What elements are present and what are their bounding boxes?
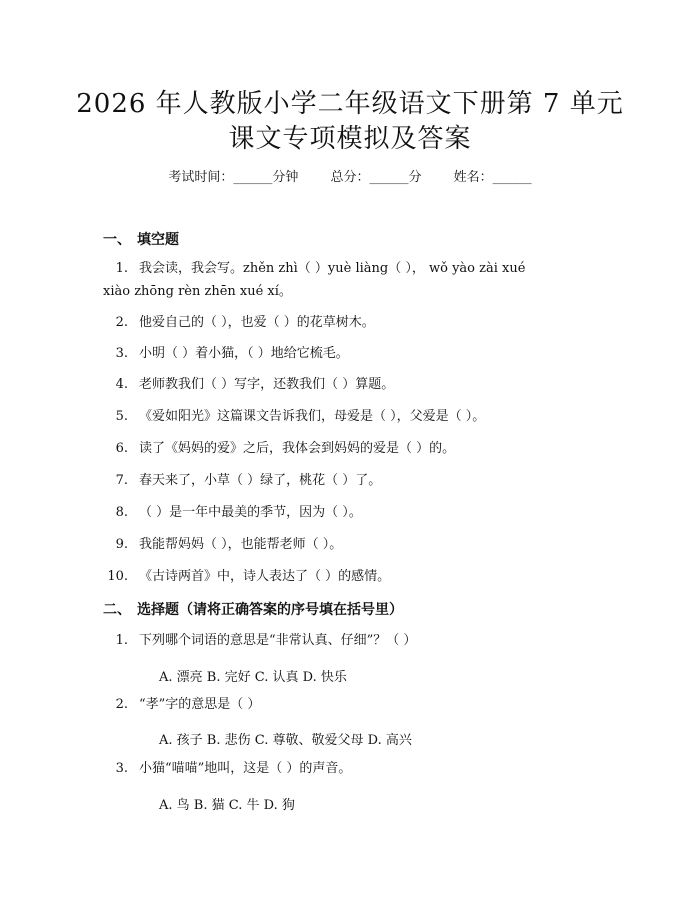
question-item xyxy=(103,372,593,398)
question-item xyxy=(103,564,593,590)
question-number: 10. xyxy=(107,569,128,584)
question-text: 我会读，我会写。zhěn zhì（ ）yuè liàng（ ）， wǒ yào zài xué xyxy=(139,261,526,276)
question-item xyxy=(103,468,593,494)
page-title-line2: 课文专项模拟及答案 xyxy=(228,124,472,154)
question-number: 8. xyxy=(115,505,128,520)
question-text: 《古诗两首》中，诗人表达了（ ）的感情。 xyxy=(139,569,391,584)
question-text: 小明（ ）着小猫，（ ）地给它梳毛。 xyxy=(139,346,349,361)
question-number: 4. xyxy=(115,377,128,392)
exam-time: 考试时间：______分钟 xyxy=(168,170,299,185)
question-number: 6. xyxy=(115,441,128,456)
question-options: A. 漂亮 B. 完好 C. 认真 D. 快乐 xyxy=(159,670,347,685)
question-number: 3. xyxy=(115,761,128,776)
question-item xyxy=(103,500,593,526)
question-number: 9. xyxy=(115,537,128,552)
exam-score: 总分：______分 xyxy=(330,170,422,185)
question-item xyxy=(103,436,593,462)
question-item xyxy=(103,532,593,558)
question-number: 1. xyxy=(115,633,128,648)
section-label: 选择题（请将正确答案的序号填在括号里） xyxy=(137,602,403,618)
question-item xyxy=(103,692,593,718)
question-options: A. 孩子 B. 悲伤 C. 尊敬、敬爱父母 D. 高兴 xyxy=(159,733,412,748)
question-text: 小猫“喵喵”地叫，这是（ ）的声音。 xyxy=(139,761,352,776)
question-number: 7. xyxy=(115,473,128,488)
question-item xyxy=(103,310,593,336)
question-number: 2. xyxy=(115,697,128,712)
question-text: 下列哪个词语的意思是“非常认真、仔细”？（ ） xyxy=(139,633,417,648)
question-text: 我能帮妈妈（ ），也能帮老师（ ）。 xyxy=(139,537,343,552)
question-number: 3. xyxy=(115,346,128,361)
question-number: 2. xyxy=(115,315,128,330)
question-text: （ ）是一年中最美的季节，因为（ ）。 xyxy=(139,505,362,520)
question-options: A. 鸟 B. 猫 C. 牛 D. 狗 xyxy=(159,798,295,813)
exam-meta xyxy=(0,166,700,185)
question-item xyxy=(103,341,593,367)
question-text: 《爱如阳光》这篇课文告诉我们，母爱是（ ），父爱是（ ）。 xyxy=(139,409,486,424)
section-heading-choice xyxy=(103,599,403,619)
section-label: 填空题 xyxy=(137,232,179,248)
question-item xyxy=(103,404,593,430)
question-text: “孝”字的意思是（ ） xyxy=(139,697,261,712)
question-item xyxy=(103,756,593,782)
exam-name: 姓名：______ xyxy=(453,170,532,185)
page-title-line1: 2026 年人教版小学二年级语文下册第 7 单元 xyxy=(76,89,624,119)
question-text: 老师教我们（ ）写字，还教我们（ ）算题。 xyxy=(139,377,395,392)
question-text: 春天来了，小草（ ）绿了，桃花（ ）了。 xyxy=(139,473,382,488)
question-continuation: xiào zhōng rèn zhēn xué xí。 xyxy=(103,284,292,299)
question-number: 1. xyxy=(115,261,128,276)
question-item xyxy=(103,628,593,654)
question-number: 5. xyxy=(115,409,128,424)
section-heading-fill xyxy=(103,229,179,249)
section-number: 一、 xyxy=(103,232,131,248)
question-text: 他爱自己的（ ），也爱（ ）的花草树木。 xyxy=(139,315,375,330)
question-text: 读了《妈妈的爱》之后，我体会到妈妈的爱是（ ）的。 xyxy=(139,441,456,456)
section-number: 二、 xyxy=(103,602,131,618)
